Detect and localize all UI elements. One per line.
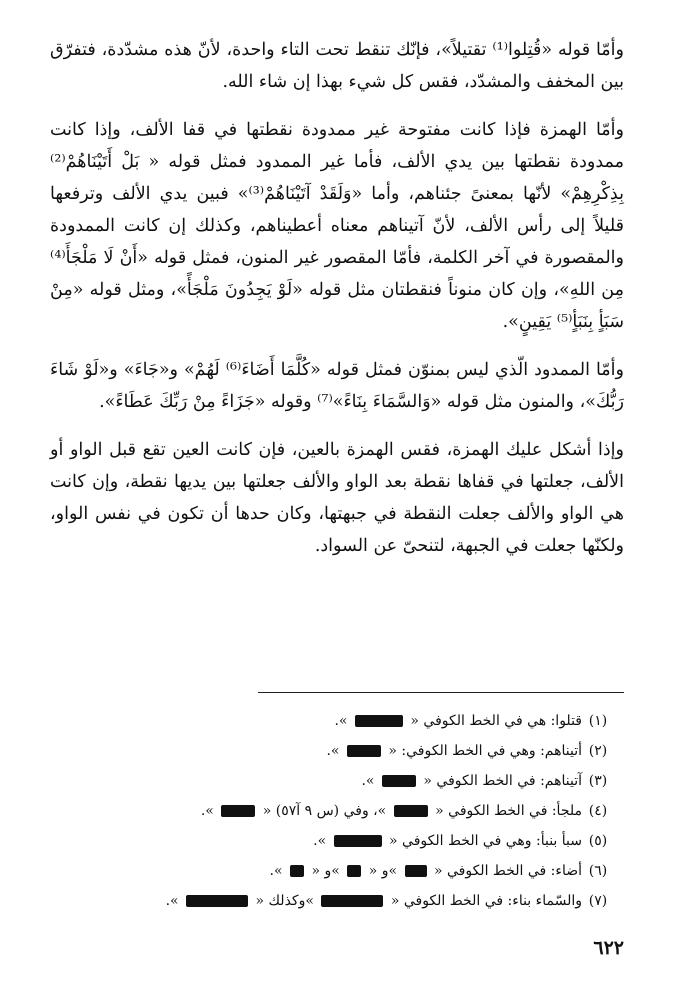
footnote-number: (١): [588, 713, 608, 729]
footnote-text-part: ».: [334, 713, 352, 729]
footnote-text-part: أتيناهم: وهي في الخط الكوفي: «: [383, 743, 582, 759]
footnote-number: (٢): [588, 743, 608, 759]
footnote-number: (٦): [588, 863, 608, 879]
footnote-text-part: »و «: [364, 863, 402, 879]
kufic-script-image: [290, 865, 304, 877]
footnote-divider: [258, 692, 624, 693]
footnote-number: (٥): [588, 833, 608, 849]
footnote-number: (٤): [588, 803, 608, 819]
footnote-text-part: آتيناهم: في الخط الكوفي «: [418, 773, 582, 789]
footnote: [50, 826, 614, 856]
paragraph: وإذا أشكل عليك الهمزة، فقس الهمزة بالعين، فإن كانت العين تقع قبل الواو أو الألف، جعلتها في قفاها نقطة بعد الواو والألف جعلتها بين يديها نقطة، وإن كانت هي الواو والألف جعلت النقطة في جبهتها، وكان حدها أن تكون في نفس الواو، ولكنّها جعلت في الجبهة، لتنحىّ عن السواد.: [50, 440, 624, 556]
footnote-text-part: قتلوا: هي في الخط الكوفي «: [405, 713, 582, 729]
footnote: [50, 886, 614, 916]
footnote-text: [201, 796, 582, 826]
footnote-text-part: ».: [361, 773, 379, 789]
footnote-text: [334, 706, 582, 736]
paragraph: وأمّا الممدود الّذي ليس بمنوّن فمثل قوله «كُلَّمَا أَضَاءَ⁽⁶⁾ لَهُمْ» و«جَاءَ» و«لَوْ شَاءَ رَبُّكَ»، والمنون مثل قوله «وَالسَّمَاءَ بِنَاءً»⁽⁷⁾ وقوله «جَزَاءً مِنْ رَبِّكَ عَطَاءً».: [50, 360, 624, 412]
footnote-text-part: ».: [200, 803, 219, 819]
footnote-text-part: ».: [313, 833, 331, 849]
kufic-script-image: [347, 865, 361, 877]
footnote-text: [326, 736, 582, 766]
footnote: [50, 766, 614, 796]
footnote: [50, 856, 614, 886]
main-text: [50, 34, 624, 578]
paragraph: وأمّا الهمزة فإذا كانت مفتوحة غير ممدودة نقطتها في قفا الألف، وإذا كانت ممدودة نقطتها بين يدي الألف، فأما غير الممدود فمثل قوله « بَلْ أَتَيْنَاهُمْ⁽²⁾ بِذِكْرِهِمْ» لأنّها بمعنىً جئناهم، وأما «وَلَقَدْ آتَيْنَاهُمْ⁽³⁾» فبين يدي الألف وترفعها قليلاً إلى رأس الألف، لأنّ آتيناهم معناه أعطيناهم، وكذلك إن كانت الممدودة والمقصورة في آخر الكلمة، فأمّا المقصور غير المنون، فمثل قوله «أَنْ لَا مَلْجَأَ⁽⁴⁾ مِن اللهِ»، وإن كان منوناً فنقطتان مثل قوله «لَوْ يَجِدُونَ مَلْجَأً»، ومثل قوله «مِنْ سَبَأٍ بِنَبَأٍ⁽⁵⁾ يَقِينٍ».: [50, 120, 624, 332]
footnote-text: [313, 826, 582, 856]
footnote: [50, 736, 614, 766]
paragraph: وأمّا قوله «قُتِلوا⁽¹⁾ تقتيلاً»، فإنّك تنقط تحت التاء واحدة، لأنّ هذه مشدّدة، فتفرّق بين المخفف والمشدّد، فقس كل شيء بهذا إن شاء الله.: [50, 40, 624, 92]
kufic-script-image: [221, 805, 255, 817]
footnote-text-part: ».: [326, 743, 344, 759]
footnote-text-part: سبأ بنبأ: وهي في الخط الكوفي «: [384, 833, 582, 849]
footnote-number: (٧): [588, 893, 608, 909]
footnotes: [50, 706, 614, 916]
footnote: [50, 706, 614, 736]
footnote-text-part: ملجأ: في الخط الكوفي «: [430, 803, 582, 819]
footnote-text: [361, 766, 582, 796]
footnote-text-part: أضاء: في الخط الكوفي «: [429, 863, 582, 879]
kufic-script-image: [186, 895, 248, 907]
page-number: ٦٢٢: [593, 937, 624, 959]
footnote-number: (٣): [588, 773, 608, 789]
footnote: [50, 796, 614, 826]
footnote-text-part: والسّماء بناء: في الخط الكوفي «: [386, 893, 582, 909]
kufic-script-image: [382, 775, 416, 787]
kufic-script-image: [405, 865, 427, 877]
footnote-text-part: »وكذلك «: [251, 893, 319, 909]
footnote-text-part: »، وفي (س ٩ آ٥٧) «: [258, 803, 391, 819]
footnote-text: [166, 886, 582, 916]
kufic-script-image: [394, 805, 428, 817]
kufic-script-image: [355, 715, 403, 727]
kufic-script-image: [334, 835, 382, 847]
footnote-text-part: ».: [269, 863, 288, 879]
kufic-script-image: [321, 895, 383, 907]
footnote-text-part: »و «: [307, 863, 345, 879]
footnote-text-part: ».: [165, 893, 184, 909]
kufic-script-image: [347, 745, 381, 757]
footnote-text: [270, 856, 582, 886]
